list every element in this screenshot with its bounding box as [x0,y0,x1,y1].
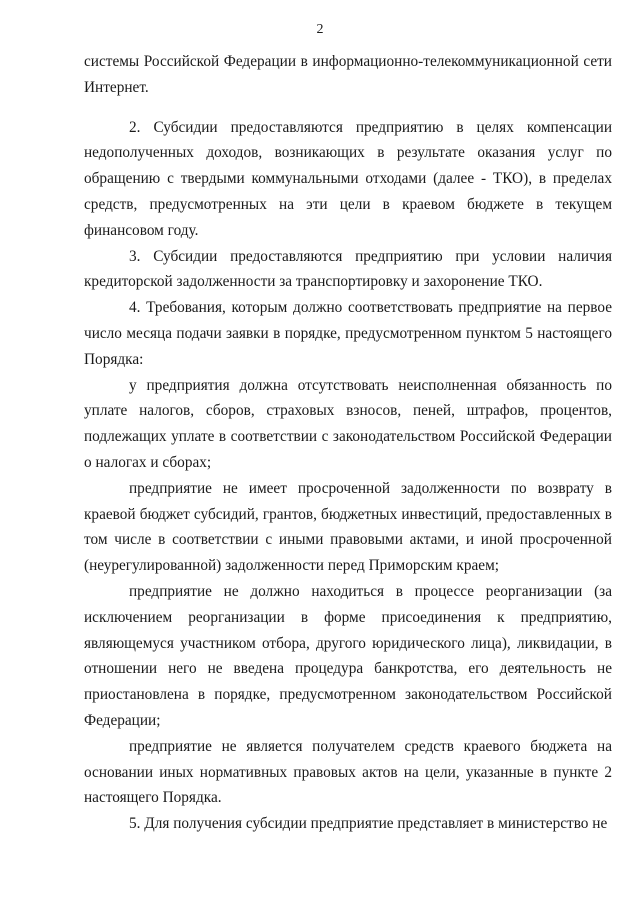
paragraph-continuation: системы Российской Федерации в информационно-телекоммуникационной сети Интернет. [84,53,612,96]
paragraph-item-3: 3. Субсидии предоставляются предприятию при условии наличия кредиторской задолженности за транспортировку и захоронение ТКО. [84,247,612,291]
paragraph-requirement-taxes: у предприятия должна отсутствовать неисполненная обязанность по уплате налогов, сборов, страховых взносов, пеней, штрафов, процентов, подлежащих уплате в соответствии с законодательством Российской Федерации о налогах и сборах; [84,376,612,471]
paragraph-item-5: 5. Для получения субсидии предприятие представляет в министерство не [129,815,608,833]
paragraph-item-2: 2. Субсидии предоставляются предприятию в целях компенсации недополученных доходов, возникающих в результате оказания услуг по обращению с твердыми коммунальными отходами (далее - ТКО), в пределах средств, предусмотренных на эти цели в краевом бюджете в текущем финансовом году. [84,118,612,239]
page-number: 2 [316,22,324,37]
paragraph-item-4: 4. Требования, которым должно соответствовать предприятие на первое число месяца подачи заявки в порядке, предусмотренном пунктом 5 настоящего Порядка: [84,299,612,368]
paragraph-requirement-reorganization: предприятие не должно находиться в процессе реорганизации (за исключением реорганизации в форме присоединения к предприятию, являющемуся участником отбора, другого юридического лица), ликвидации, в отношении него не введена процедура банкротства, его деятельность не приостановлена в порядке, предусмотренном законодательством Российской Федерации; [84,582,612,729]
paragraph-requirement-funding: предприятие не является получателем средств краевого бюджета на основании иных нормативных правовых актов на цели, указанные в пункте 2 настоящего Порядка. [84,737,612,807]
paragraph-requirement-debt: предприятие не имеет просроченной задолженности по возврату в краевой бюджет субсидий, грантов, бюджетных инвестиций, предоставленных в том числе в соответствии с иными правовыми актами, и иной просроченной (неурегулированной) задолженности перед Приморским краем; [84,479,612,575]
document-body [84,49,612,837]
